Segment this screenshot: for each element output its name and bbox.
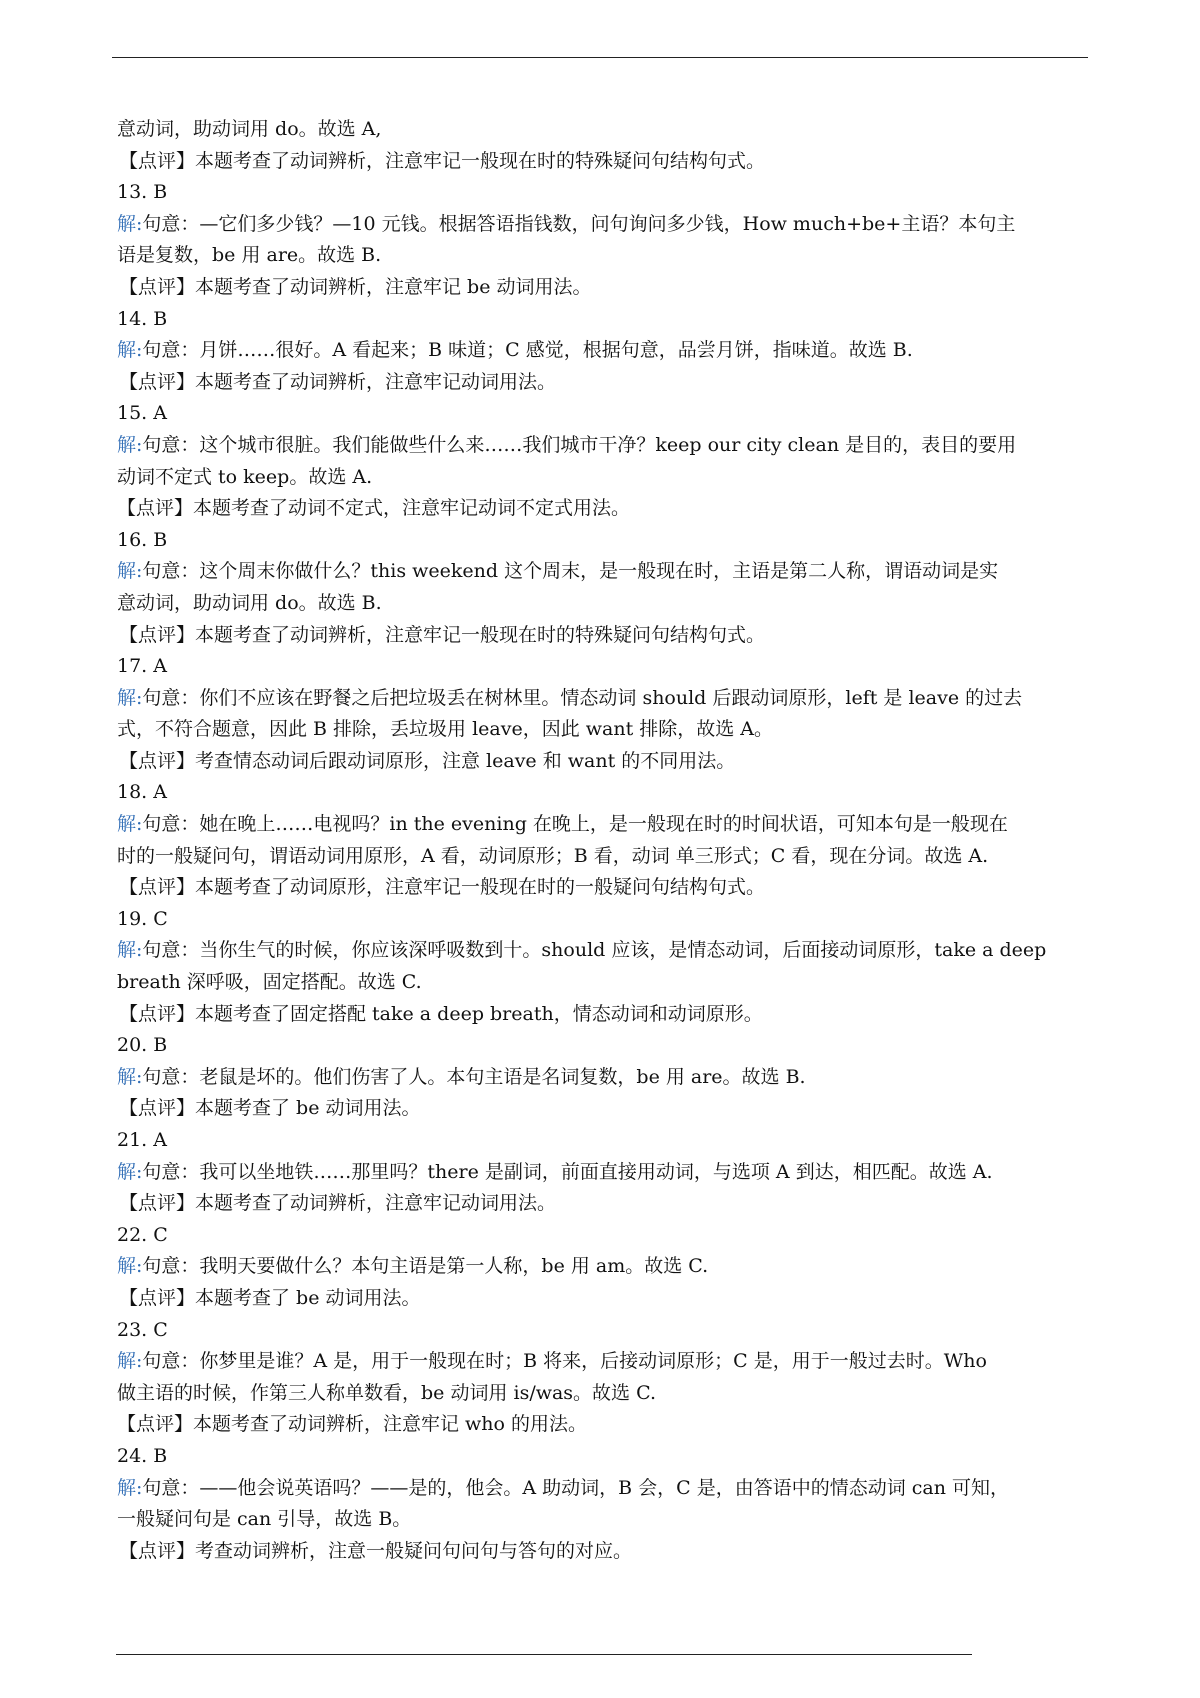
solution-line [117,430,1097,462]
solution-text: 时的一般疑问句，谓语动词用原形，A 看，动词原形；B 看，动词 单三形式；C 看，现在分词。故选 A. [117,844,989,867]
solution-line [117,1473,1097,1505]
solution-text: 句意：老鼠是坏的。他们伤害了人。本句主语是名词复数，be 用 are。故选 B. [142,1065,806,1088]
comment-line: 【点评】本题考查了 be 动词用法。 [119,1097,421,1120]
comment-line: 【点评】本题考查了 be 动词用法。 [119,1286,421,1309]
solution-line [117,841,1097,873]
solution-text: 句意：我可以坐地铁……那里吗？there 是副词，前面直接用动词，与选项 A 到达，相匹配。故选 A. [142,1160,993,1183]
solution-line [117,588,1097,620]
solution-label: 解: [117,339,143,362]
solution-text: 句意：你们不应该在野餐之后把垃圾丢在树林里。情态动词 should 后跟动词原形，left 是 leave 的过去 [142,686,1023,709]
solution-text: 句意：这个城市很脏。我们能做些什么来……我们城市干净？keep our city clean 是目的，表目的要用 [142,433,1017,456]
question-number: 19. C [117,907,168,930]
answer-item [117,398,1097,524]
answer-item [117,1220,1097,1315]
solution-text: 句意：她在晚上……电视吗？in the evening 在晚上，是一般现在时的时间状语，可知本句是一般现在 [142,813,1008,836]
solution-line [117,1504,1097,1536]
solution-label: 解: [117,1065,143,1088]
solution-line [117,209,1097,241]
solution-label: 解: [117,433,143,456]
question-number: 23. C [117,1318,168,1341]
comment-line: 【点评】本题考查了动词辨析，注意牢记 be 动词用法。 [119,275,592,298]
answer-item [117,904,1097,1030]
solution-text: 句意：—它们多少钱？—10 元钱。根据答语指钱数，问句询问多少钱，How much+be+主语？本句主 [142,212,1016,235]
solution-text: 句意：月饼……很好。A 看起来；B 味道；C 感觉，根据句意，品尝月饼，指味道。故选 B. [142,339,913,362]
question-number: 16. B [117,528,168,551]
comment-line: 【点评】本题考查了动词原形，注意牢记一般现在时的一般疑问句结构句式。 [119,876,766,899]
solution-text: 做主语的时候，作第三人称单数看，be 动词用 is/was。故选 C. [117,1381,656,1404]
solution-label: 解: [117,1160,143,1183]
answer-item [117,1315,1097,1441]
solution-label: 解: [117,813,143,836]
solution-line [117,462,1097,494]
solution-line [117,1062,1097,1094]
solution-line [117,809,1097,841]
question-number: 22. C [117,1223,168,1246]
question-number: 24. B [117,1444,168,1467]
question-number: 17. A [117,655,167,678]
solution-text: 一般疑问句是 can 引导，故选 B。 [117,1508,412,1531]
solution-line [117,1378,1097,1410]
solution-line [117,714,1097,746]
answer-items [117,177,1097,1567]
solution-line [117,683,1097,715]
comment-line: 【点评】考查动词辨析，注意一般疑问句问句与答句的对应。 [119,1539,633,1562]
solution-text: 句意：——他会说英语吗？——是的，他会。A 助动词，B 会，C 是，由答语中的情态动词 can 可知， [142,1476,1010,1499]
solution-label: 解: [117,1255,143,1278]
header-rule [112,57,1088,58]
solution-text: 句意：当你生气的时候，你应该深呼吸数到十。should 应该，是情态动词，后面接动词原形，take a deep [142,939,1047,962]
solution-line [117,1157,1097,1189]
solution-line [117,1346,1097,1378]
question-number: 18. A [117,781,167,804]
solution-line [117,556,1097,588]
answer-item [117,304,1097,399]
comment-line: 【点评】考查情态动词后跟动词原形，注意 leave 和 want 的不同用法。 [119,749,736,772]
solution-label: 解: [117,1476,143,1499]
answer-item [117,1030,1097,1125]
solution-line [117,935,1097,967]
footer-rule [116,1654,972,1655]
comment-line: 【点评】本题考查了固定搭配 take a deep breath，情态动词和动词原形。 [119,1002,763,1025]
solution-label: 解: [117,560,143,583]
comment-line: 【点评】本题考查了动词辨析，注意牢记一般现在时的特殊疑问句结构句式。 [119,149,766,172]
comment-line: 【点评】本题考查了动词辨析，注意牢记动词用法。 [119,1192,557,1215]
answer-item [117,651,1097,777]
solution-label: 解: [117,1350,143,1373]
comment-line: 【点评】本题考查了动词辨析，注意牢记动词用法。 [119,370,557,393]
solution-line [117,240,1097,272]
answer-item [117,177,1097,303]
answer-item [117,777,1097,903]
solution-text: 句意：这个周末你做什么？this weekend 这个周末，是一般现在时，主语是第二人称，谓语动词是实 [142,560,999,583]
comment-line: 【点评】本题考查了动词辨析，注意牢记 who 的用法。 [117,1413,588,1436]
answer-item [117,1441,1097,1567]
solution-line [117,1251,1097,1283]
question-number: 14. B [117,307,168,330]
solution-line [117,967,1097,999]
question-number: 15. A [117,402,167,425]
solution-label: 解: [117,212,143,235]
comment-line: 【点评】本题考查了动词辨析，注意牢记一般现在时的特殊疑问句结构句式。 [119,623,766,646]
solution-text: breath 深呼吸，固定搭配。故选 C. [117,971,422,994]
solution-text: 句意：你梦里是谁？A 是，用于一般现在时；B 将来，后接动词原形；C 是，用于一般过去时。Who [142,1350,987,1373]
solution-text: 动词不定式 to keep。故选 A. [117,465,373,488]
answer-item [117,1125,1097,1220]
solution-text: 式，不符合题意，因此 B 排除，丢垃圾用 leave，因此 want 排除，故选 A。 [117,718,774,741]
answer-item [117,525,1097,651]
solution-text: 语是复数，be 用 are。故选 B. [117,244,382,267]
question-number: 13. B [117,181,168,204]
solution-line [117,335,1097,367]
question-number: 20. B [117,1034,168,1057]
solution-text: 意动词，助动词用 do。故选 B. [117,591,382,614]
question-number: 21. A [117,1129,167,1151]
solution-label: 解: [117,939,143,962]
solution-text: 句意：我明天要做什么？本句主语是第一人称，be 用 am。故选 C. [142,1255,709,1278]
continued-solution-line: 意动词，助动词用 do。故选 A, [117,118,382,140]
solution-label: 解: [117,686,143,709]
answer-content [117,114,1097,1567]
comment-line: 【点评】本题考查了动词不定式，注意牢记动词不定式用法。 [117,497,631,520]
